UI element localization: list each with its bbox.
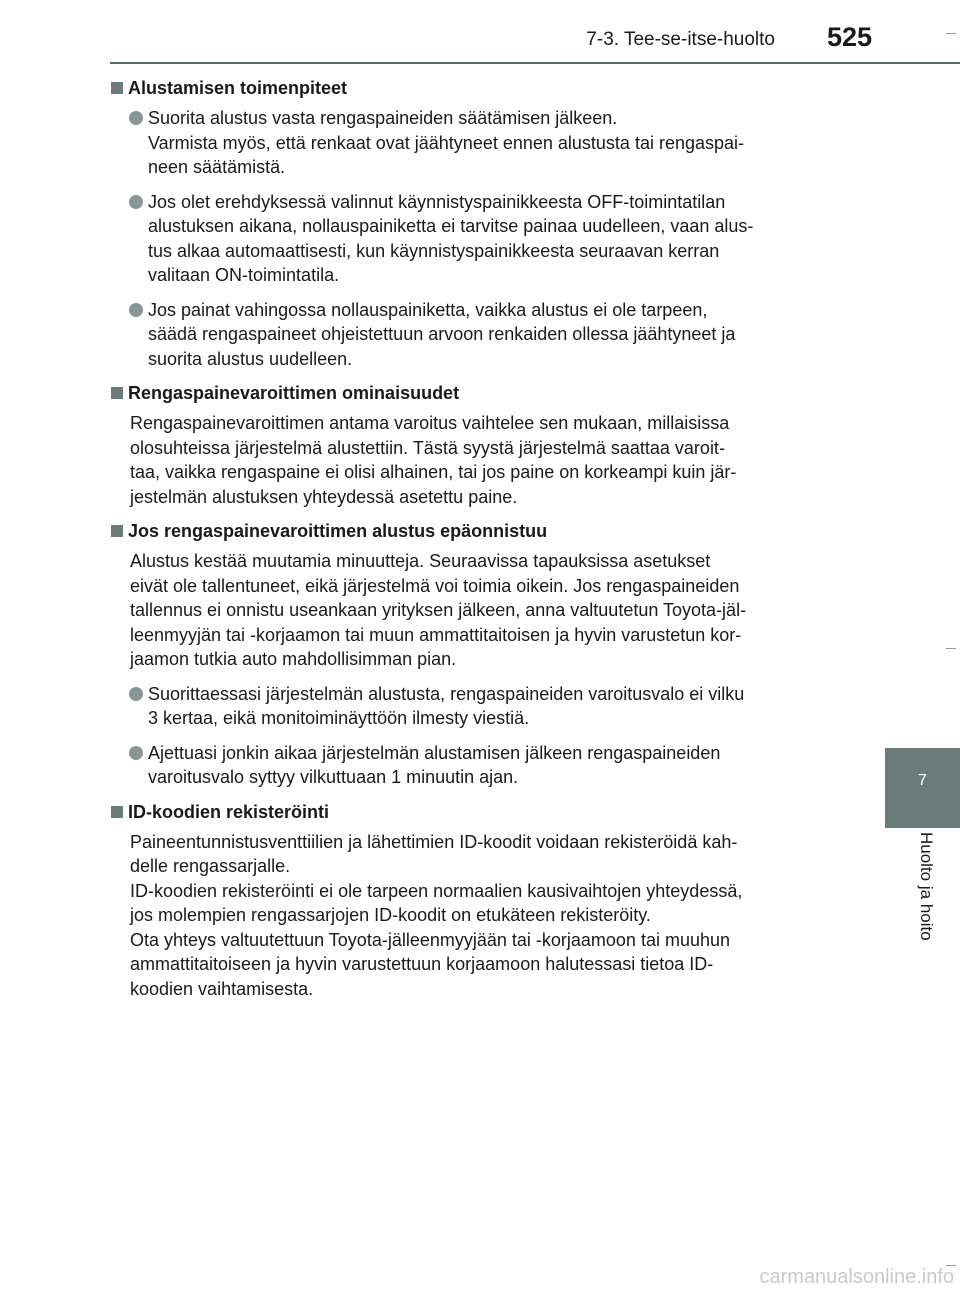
chapter-title: Huolto ja hoito: [917, 832, 936, 941]
body-paragraph: Paineentunnistusventtiilien ja lähettimien ID-koodit voidaan rekisteröidä kah- delle rengassarjalle. ID-koodien rekisteröinti ei ole tarpeen normaalien kausivaihtojen yhteydessä, jos molempien rengassarjojen ID-koodit on etukäteen rekisteröity. Ota yhteys valtuutettuun Toyota-jälleenmyyjään tai -korjaamoon tai muuhun ammattitaitoiseen ja hyvin varustettuun korjaamoon halutessasi tietoa ID- koodien vaihtamisesta.: [130, 831, 743, 999]
section-heading: Jos rengaspainevaroittimen alustus epäonnistuu: [110, 519, 842, 543]
bullet-item: Ajettuasi jonkin aikaa järjestelmän alustamisen jälkeen rengaspaineiden varoitusvalo syttyy vilkuttuaan 1 minuutin ajan.: [110, 741, 842, 790]
crop-mark-mid-right: [946, 648, 956, 649]
square-bullet-icon: [111, 387, 123, 399]
body-paragraph: Alustus kestää muutamia minuutteja. Seuraavissa tapauksissa asetukset eivät ole tallentuneet, eikä järjestelmä voi toimia oikein. Jos rengaspaineiden tallennus ei onnistu useankaan yrityksen jälkeen, anna valtuutetun Toyota-jäl- leenmyyjän tai -korjaamon tai muun ammattitaitoisen ja hyvin varustetun kor- jaamon tutkia auto mahdollisimman pian.: [130, 551, 747, 669]
bullet-item: Jos olet erehdyksessä valinnut käynnistyspainikkeesta OFF-toimintatilan alustuksen aikana, nollauspainiketta ei tarvitse painaa uudelleen, vaan alus- tus alkaa automaattisesti, kun käynnistyspainikkeesta seuraavan kerran valitaan ON-toimintatila.: [110, 190, 842, 288]
section-label: 7-3. Tee-se-itse-huolto: [586, 29, 775, 50]
square-bullet-icon: [111, 806, 123, 818]
circle-bullet-icon: [129, 303, 143, 317]
body-paragraph: Rengaspainevaroittimen antama varoitus vaihtelee sen mukaan, millaisissa olosuhteissa järjestelmä alustettiin. Tästä syystä järjestelmä saattaa varoit- taa, vaikka rengaspaine ei olisi alhainen, tai jos paine on korkeampi kuin jär- jestelmän alustuksen yhteydessä asetettu paine.: [130, 413, 737, 507]
circle-bullet-icon: [129, 195, 143, 209]
section-heading: Alustamisen toimenpiteet: [110, 76, 842, 100]
section-heading: ID-koodien rekisteröinti: [110, 800, 842, 824]
page-header: [0, 0, 960, 60]
crop-mark-top-right: [946, 33, 956, 34]
bullet-item: Suorittaessasi järjestelmän alustusta, rengaspaineiden varoitusvalo ei vilku 3 kertaa, eikä monitoiminäyttöön ilmesty viestiä.: [110, 682, 842, 731]
chapter-number: 7: [918, 772, 927, 789]
square-bullet-icon: [111, 525, 123, 537]
bullet-item: Jos painat vahingossa nollauspainiketta, vaikka alustus ei ole tarpeen, säädä rengaspaineet ohjeistettuun arvoon renkaiden ollessa jäähtyneet ja suorita alustus uudelleen.: [110, 298, 842, 372]
bullet-item: Suorita alustus vasta rengaspaineiden säätämisen jälkeen. Varmista myös, että renkaat ovat jäähtyneet ennen alustusta tai rengaspai- neen säätämistä.: [110, 106, 842, 180]
section-heading: Rengaspainevaroittimen ominaisuudet: [110, 381, 842, 405]
square-bullet-icon: [111, 82, 123, 94]
watermark: carmanualsonline.info: [759, 1266, 954, 1288]
chapter-tab: [885, 748, 960, 828]
circle-bullet-icon: [129, 746, 143, 760]
header-rule: [110, 62, 960, 64]
circle-bullet-icon: [129, 687, 143, 701]
page-number: 525: [826, 22, 872, 52]
circle-bullet-icon: [129, 111, 143, 125]
page-content: [110, 74, 842, 1011]
